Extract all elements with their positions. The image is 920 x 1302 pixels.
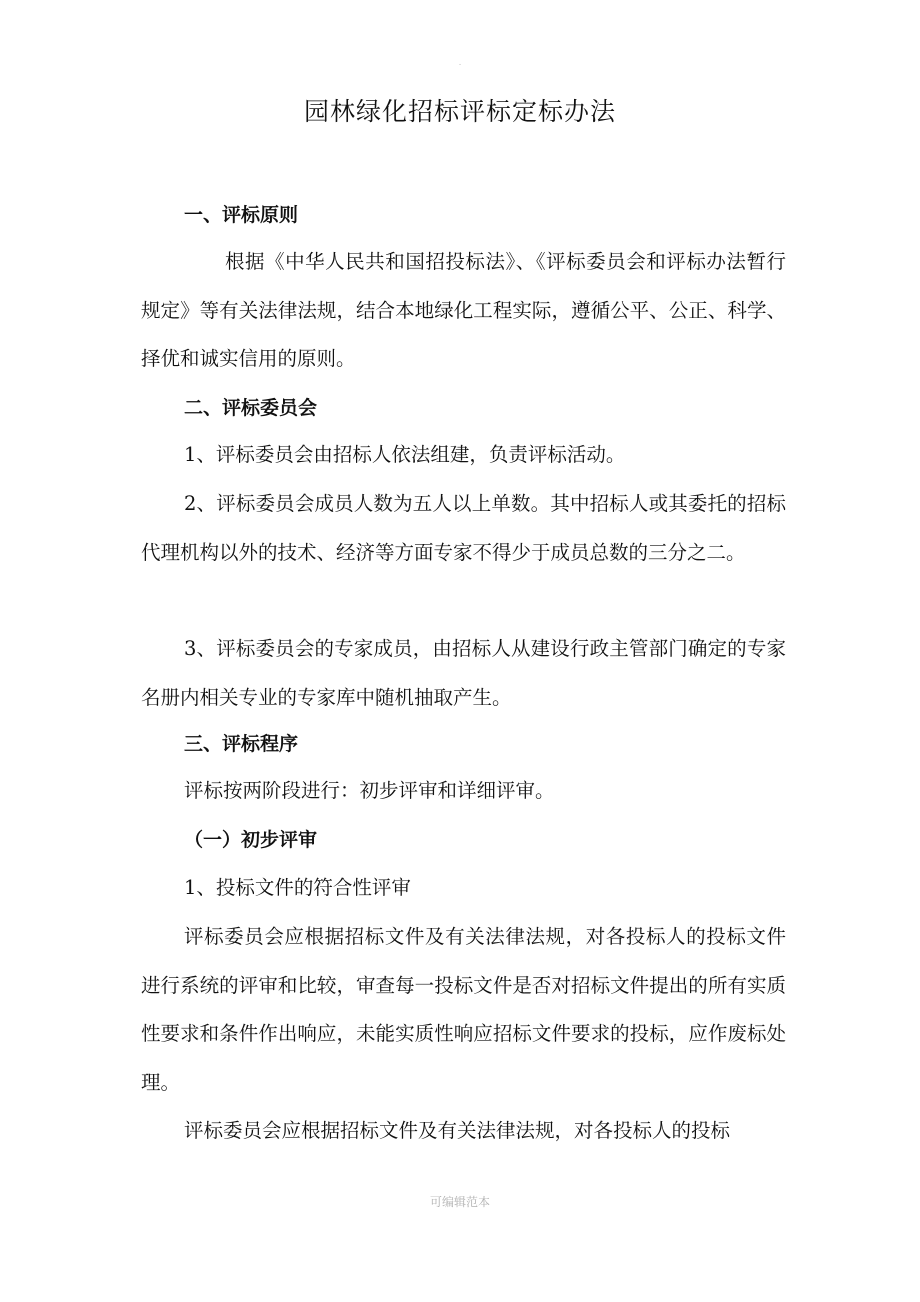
paragraph-compliance-review-continued: 评标委员会应根据招标文件及有关法律法规，对各投标人的投标	[184, 1119, 731, 1142]
committee-item-1: 1、评标委员会由招标人依法组建，负责评标活动。	[184, 443, 626, 466]
footer-watermark: 可编辑范本	[429, 1195, 490, 1209]
page-title: 园林绿化招标评标定标办法	[303, 97, 616, 126]
procedure-intro: 评标按两阶段进行：初步评审和详细评审。	[184, 779, 555, 802]
paragraph-compliance-review: 评标委员会应根据招标文件及有关法律法规，对各投标人的投标文件进行系统的评审和比较，审查每一投标文件是否对招标文件提出的所有实质性要求和条件作出响应，未能实质性响应招标文件要求的投标，应作废标处理。	[141, 925, 786, 1094]
section-heading-principles: 一、评标原则	[184, 204, 299, 226]
section-heading-procedure: 三、评标程序	[184, 733, 299, 755]
section-heading-committee: 二、评标委员会	[184, 397, 318, 419]
top-mark: .	[458, 58, 462, 67]
paragraph-principles: 根据《中华人民共和国招投标法》、《评标委员会和评标办法暂行规定》等有关法律法规，结合本地绿化工程实际，遵循公平、公正、科学、择优和诚实信用的原则。	[141, 250, 786, 370]
committee-item-3: 3、评标委员会的专家成员，由招标人从建设行政主管部门确定的专家名册内相关专业的专家库中随机抽取产生。	[141, 637, 786, 709]
committee-item-2: 2、评标委员会成员人数为五人以上单数。其中招标人或其委托的招标代理机构以外的技术、经济等方面专家不得少于成员总数的三分之二。	[141, 492, 786, 564]
preliminary-item-1: 1、投标文件的符合性评审	[184, 876, 411, 899]
subsection-heading-preliminary: （一）初步评审	[184, 829, 318, 851]
